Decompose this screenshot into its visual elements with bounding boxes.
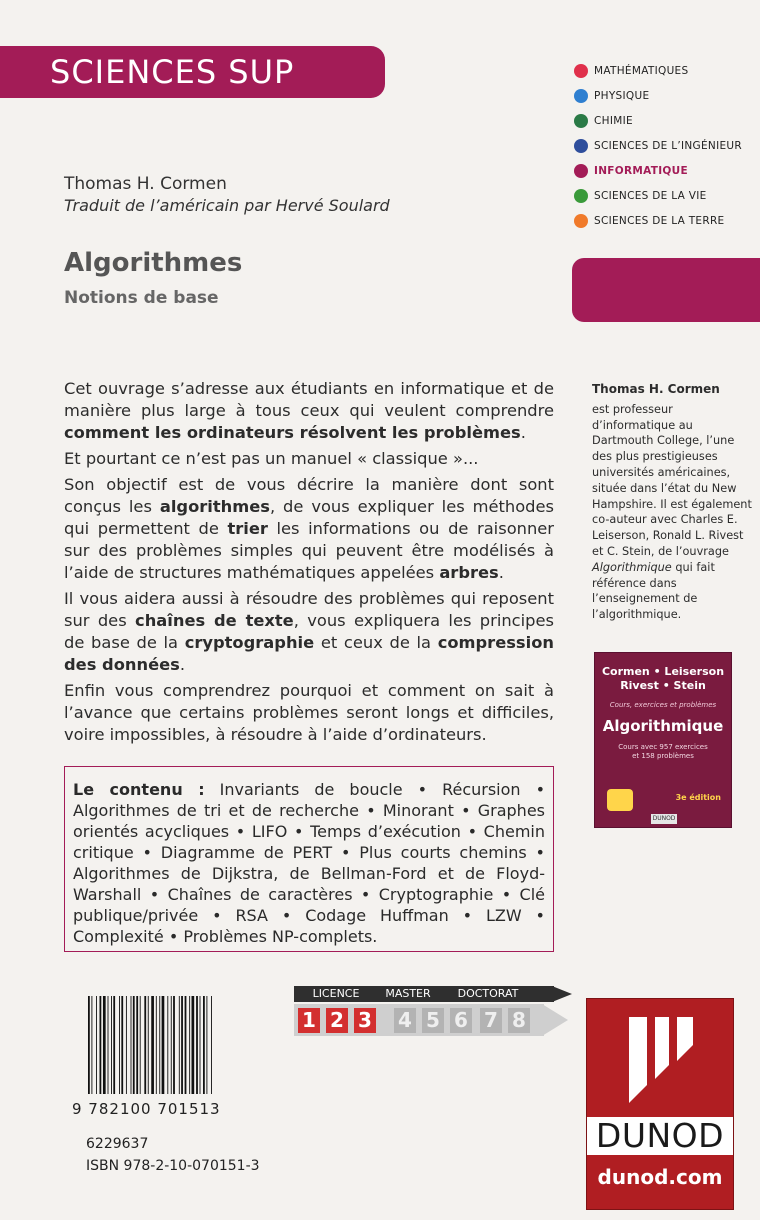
- discipline-label: SCIENCES DE LA TERRE: [594, 214, 725, 227]
- barcode: [86, 996, 246, 1094]
- level-number: 4: [394, 1008, 416, 1033]
- barcode-bar: [156, 996, 157, 1094]
- barcode-bar: [91, 996, 92, 1094]
- barcode-bar: [111, 996, 112, 1094]
- discipline-label: CHIMIE: [594, 114, 633, 127]
- barcode-bar: [159, 996, 160, 1094]
- barcode-bar: [121, 996, 123, 1094]
- emphasis: arbres: [439, 563, 499, 582]
- emphasis: compression des données: [64, 633, 554, 674]
- discipline-dot-icon: [574, 164, 588, 178]
- author-name: Thomas H. Cormen: [64, 174, 227, 194]
- cover-authors-line: Rivest • Stein: [620, 679, 706, 692]
- level-label: DOCTORAT: [457, 987, 519, 1000]
- isbn: ISBN 978-2-10-070151-3: [86, 1158, 260, 1174]
- author-bio: [592, 382, 752, 623]
- text-run: .: [498, 563, 504, 582]
- related-book-cover: [594, 652, 732, 828]
- discipline-item-active: [574, 158, 742, 183]
- level-number: 5: [422, 1008, 444, 1033]
- publisher-name: DUNOD: [587, 1117, 733, 1155]
- discipline-dot-icon: [574, 139, 588, 153]
- emphasis: algorithmes: [159, 497, 270, 516]
- discipline-item: [574, 208, 742, 233]
- cover-meta: [595, 743, 731, 761]
- level-indicator: [294, 986, 574, 1036]
- barcode-bar: [100, 996, 102, 1094]
- cover-meta-line: Cours avec 957 exercices: [618, 743, 708, 751]
- description-paragraph: [64, 378, 554, 444]
- cover-edition: 3e édition: [675, 793, 721, 802]
- text-run: , vous expliquera les principes de base de la: [64, 611, 554, 652]
- text-run: Il vous aidera aussi à résoudre des problèmes qui reposent sur des: [64, 589, 554, 630]
- level-number: 7: [480, 1008, 502, 1033]
- description-paragraph: [64, 680, 554, 746]
- cover-meta-line: et 158 problèmes: [632, 752, 694, 760]
- discipline-item: [574, 183, 742, 208]
- discipline-item: [574, 83, 742, 108]
- discipline-dot-icon: [574, 89, 588, 103]
- barcode-bar: [200, 996, 201, 1094]
- level-arrow-icon: [542, 1004, 568, 1036]
- barcode-bar: [119, 996, 120, 1094]
- barcode-bar: [189, 996, 190, 1094]
- product-code: 6229637: [86, 1136, 149, 1152]
- level-arrow-icon: [552, 986, 572, 1002]
- text-run: Enfin vous comprendrez pourquoi et comment on sait à l’avance que certains problèmes seront longs et difficiles, voire impossibles, à résoudre à l’aide d’ordinateurs.: [64, 681, 554, 744]
- translator-line: Traduit de l’américain par Hervé Soulard: [64, 196, 390, 215]
- description: [64, 378, 554, 750]
- contents-label: Le contenu :: [73, 780, 205, 799]
- book-title: Algorithmes: [64, 248, 243, 278]
- bio-book-title: Algorithmique: [592, 560, 672, 574]
- emphasis: chaînes de texte: [135, 611, 294, 630]
- publisher-logo-block: [586, 998, 734, 1210]
- emphasis: cryptographie: [184, 633, 315, 652]
- barcode-bar: [140, 996, 141, 1094]
- barcode-bar: [192, 996, 195, 1094]
- discipline-dot-icon: [574, 189, 588, 203]
- text-run: Son objectif est de vous décrire la manière dont sont conçus les: [64, 475, 554, 516]
- text-run: Cet ouvrage s’adresse aux étudiants en informatique et de manière plus large à tous ceux qui veulent comprendre: [64, 379, 554, 420]
- barcode-bar: [162, 996, 165, 1094]
- description-paragraph: [64, 588, 554, 676]
- level-number: 3: [354, 1008, 376, 1033]
- barcode-bar: [173, 996, 175, 1094]
- barcode-bar: [203, 996, 205, 1094]
- discipline-dot-icon: [574, 64, 588, 78]
- discipline-item: [574, 58, 742, 83]
- barcode-bar: [179, 996, 180, 1094]
- barcode-bar: [133, 996, 135, 1094]
- description-paragraph: [64, 474, 554, 584]
- level-number: 8: [508, 1008, 530, 1033]
- level-number: 2: [326, 1008, 348, 1033]
- barcode-bar: [151, 996, 154, 1094]
- discipline-label: PHYSIQUE: [594, 89, 650, 102]
- barcode-bar: [206, 996, 207, 1094]
- cover-badge-icon: [607, 789, 633, 811]
- barcode-bar: [88, 996, 90, 1094]
- discipline-item: [574, 133, 742, 158]
- publisher-url: dunod.com: [597, 1165, 723, 1189]
- level-number: 6: [450, 1008, 472, 1033]
- barcode-bar: [103, 996, 106, 1094]
- level-label: MASTER: [385, 987, 431, 1000]
- series-label: SCIENCES SUP: [50, 53, 295, 91]
- barcode-bar: [144, 996, 146, 1094]
- barcode-bar: [196, 996, 198, 1094]
- cover-subline: Cours, exercices et problèmes: [609, 701, 717, 709]
- bio-text: qui fait référence dans l’enseignement de l’algorithmique.: [592, 560, 715, 622]
- barcode-bar: [136, 996, 138, 1094]
- text-run: , de vous expliquer les méthodes qui permettent de: [64, 497, 555, 538]
- cover-publisher: DUNOD: [652, 815, 676, 822]
- discipline-list: [574, 58, 742, 233]
- barcode-bar: [113, 996, 115, 1094]
- level-labels: [294, 986, 554, 1002]
- barcode-bar: [148, 996, 149, 1094]
- emphasis: comment les ordinateurs résolvent les problèmes: [64, 423, 521, 442]
- barcode-bar: [96, 996, 97, 1094]
- cover-title: Algorithmique: [602, 717, 724, 735]
- text-run: .: [179, 655, 186, 674]
- description-paragraph: [64, 448, 554, 470]
- barcode-bar: [185, 996, 187, 1094]
- emphasis: trier: [227, 519, 268, 538]
- discipline-dot-icon: [574, 114, 588, 128]
- discipline-label: INFORMATIQUE: [594, 164, 688, 177]
- discipline-item: [574, 108, 742, 133]
- barcode-bar: [181, 996, 183, 1094]
- text-run: les informations ou de raisonner sur des problèmes simples qui peuvent être modélisés à l’aide de structures mathématiques appelées: [64, 519, 554, 582]
- text-run: et ceux de la: [314, 633, 438, 652]
- discipline-label: SCIENCES DE L’INGÉNIEUR: [594, 139, 742, 152]
- bio-name: Thomas H. Cormen: [592, 382, 720, 396]
- barcode-bar: [171, 996, 172, 1094]
- decorative-bar: [572, 258, 760, 322]
- barcode-bar: [211, 996, 212, 1094]
- contents-box: [64, 766, 554, 952]
- barcode-digits: 9 782100 701513: [72, 1100, 221, 1118]
- series-banner: [0, 46, 385, 98]
- cover-authors: [595, 665, 731, 693]
- discipline-dot-icon: [574, 214, 588, 228]
- bio-text: est professeur d’informatique au Dartmouth College, l’une des plus prestigieuses universités américaines, située dans l’état du New Hampshire. Il est également co-auteur avec Charles E. Leiserson, Ronald L. Rivest et C. Stein, de l’ouvrage: [592, 402, 752, 558]
- text-run: Et pourtant ce n’est pas un manuel « classique »...: [64, 449, 479, 468]
- dunod-logo-icon: [621, 1015, 701, 1105]
- level-number: 1: [298, 1008, 320, 1033]
- contents-text: Invariants de boucle • Récursion • Algorithmes de tri et de recherche • Minorant • Graphes orientés acycliques • LIFO • Temps d’exécution • Chemin critique • Diagramme de PERT • Plus courts chemins • Algorithmes de Dijkstra, de Bellman-Ford et de Floyd-Warshall • Chaînes de caractères • Cryptographie • Clé publique/privée • RSA • Codage Huffman • LZW • Complexité • Problèmes NP-complets.: [73, 780, 546, 946]
- barcode-bar: [126, 996, 127, 1094]
- barcode-bar: [167, 996, 168, 1094]
- discipline-label: SCIENCES DE LA VIE: [594, 189, 707, 202]
- cover-authors-line: Cormen • Leiserson: [601, 665, 725, 678]
- level-label: LICENCE: [312, 987, 360, 1000]
- book-subtitle: Notions de base: [64, 288, 219, 308]
- text-run: .: [520, 423, 526, 442]
- barcode-bar: [108, 996, 109, 1094]
- barcode-bar: [131, 996, 132, 1094]
- discipline-label: MATHÉMATIQUES: [594, 64, 689, 77]
